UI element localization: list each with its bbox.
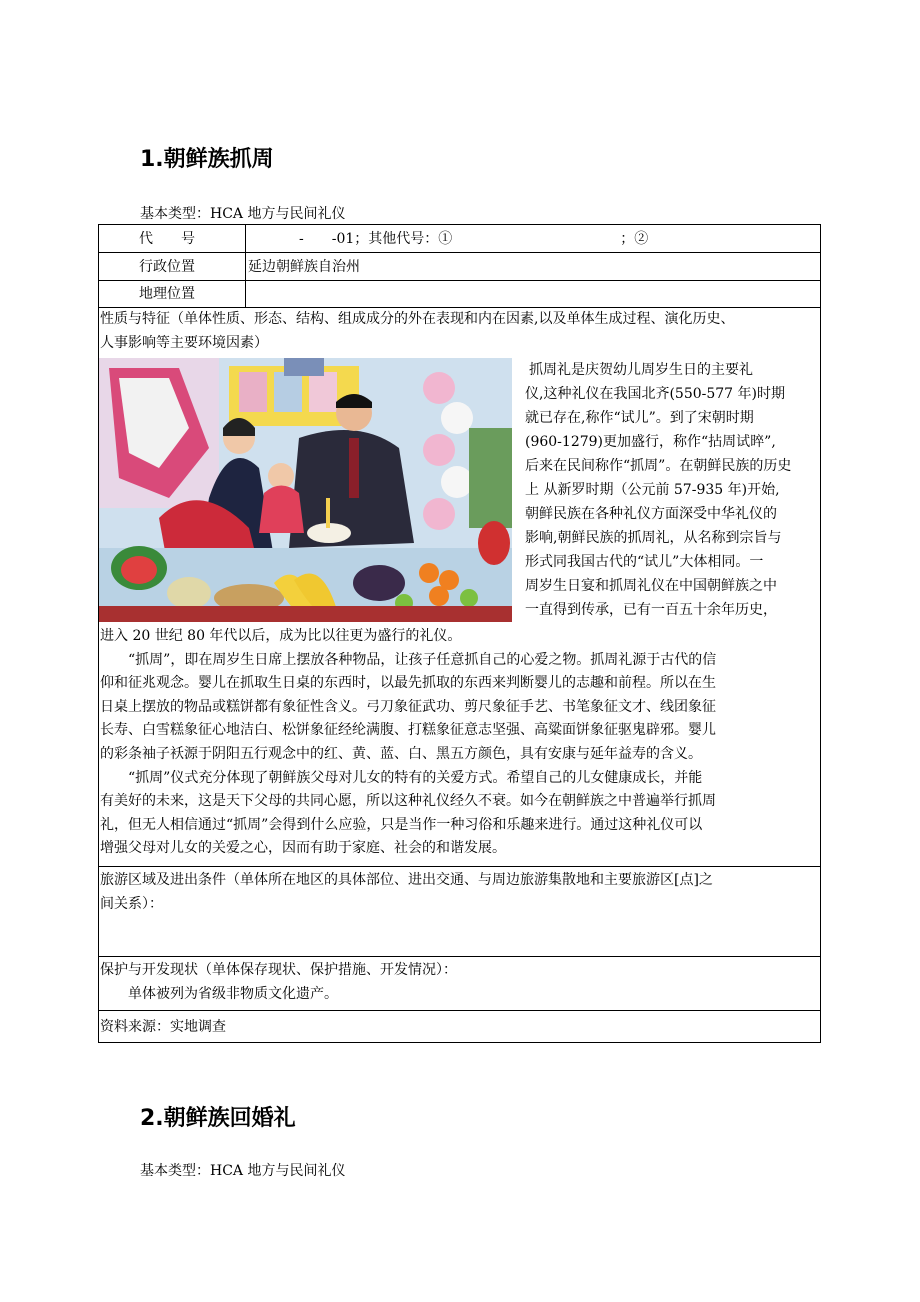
side-line: 上 从新罗时期（公元前 57-935 年)开始, <box>525 482 780 498</box>
full-line: “抓周”，即在周岁生日席上摆放各种物品，让孩子任意抓自己的心爱之物。抓周礼源于古代的信 <box>100 651 717 668</box>
admin-value: 延边朝鲜族自治州 <box>248 259 360 275</box>
row-divider <box>99 1010 820 1011</box>
code-value: - -01；其他代号：① ；② <box>299 231 649 247</box>
full-line: 有美好的未来，这是天下父母的共同心愿，所以这种礼仪经久不衰。如今在朝鲜族之中普遍举行抓周 <box>100 793 716 810</box>
geo-label: 地理位置 <box>139 286 195 302</box>
side-line: 形式同我国古代的“试儿”大体相同。一 <box>525 554 764 570</box>
full-text <box>100 625 821 861</box>
full-line: 的彩条袖子袄源于阴阳五行观念中的红、黄、蓝、白、黑五方颜色，具有安康与延年益寿的含义。 <box>100 745 702 762</box>
row-divider <box>99 252 820 253</box>
nature-heading-1: 性质与特征（单体性质、形态、结构、组成成分的外在表现和内在因素,以及单体生成过程、演化历史、 <box>100 311 735 327</box>
first-birthday-photo-illustration <box>99 358 512 622</box>
data-source: 资料来源：实地调查 <box>100 1019 226 1035</box>
protection-value: 单体被列为省级非物质文化遗产。 <box>100 986 338 1002</box>
full-line: 进入 20 世纪 80 年代以后，成为比以往更为盛行的礼仪。 <box>100 628 462 644</box>
row-divider <box>99 866 820 867</box>
row-divider <box>99 956 820 957</box>
full-line: 礼，但无人相信通过“抓周”会得到什么应验，只是当作一种习俗和乐趣来进行。通过这种礼仪可以 <box>100 816 703 833</box>
side-line: (960-1279)更加盛行，称作“拈周试晬”, <box>525 434 776 450</box>
resource-table <box>98 224 821 1043</box>
full-line: 长寿、白雪糕象征心地洁白、松饼象征经纶满腹、打糕象征意志坚强、高粱面饼象征驱鬼辟邪。婴儿 <box>100 722 716 739</box>
tourism-heading-2: 间关系）： <box>100 896 163 912</box>
section2-title: 2.朝鲜族回婚礼 <box>140 1106 296 1131</box>
first-birthday-photo <box>99 358 512 622</box>
side-line: 影响,朝鲜民族的抓周礼，从名称到宗旨与 <box>525 530 782 546</box>
side-line: 就已存在,称作“试儿”。到了宋朝时期 <box>525 410 754 426</box>
side-line: 朝鲜民族在各种礼仪方面深受中华礼仪的 <box>525 506 777 522</box>
full-line: 日桌上摆放的物品或糕饼都有象征性含义。弓刀象征武功、剪尺象征手艺、书笔象征文才、线团象征 <box>100 698 716 715</box>
full-line: 仰和征兆观念。婴儿在抓取生日桌的东西时，以最先抓取的东西来判断婴儿的志趣和前程。所以在生 <box>100 675 716 692</box>
side-line: 周岁生日宴和抓周礼仪在中国朝鲜族之中 <box>525 578 777 594</box>
side-text <box>499 358 821 622</box>
section2-basic-type: 基本类型：HCA 地方与民间礼仪 <box>140 1163 346 1179</box>
section1-title: 1.朝鲜族抓周 <box>140 147 274 172</box>
column-divider <box>245 225 246 307</box>
full-line: 增强父母对儿女的关爱之心，因而有助于家庭、社会的和谐发展。 <box>100 840 506 857</box>
side-line: 仪,这种礼仪在我国北齐(550-577 年)时期 <box>525 386 785 402</box>
nature-heading-2: 人事影响等主要环境因素） <box>100 335 268 351</box>
side-line: 一直得到传承，已有一百五十余年历史， <box>525 602 777 618</box>
row-divider <box>99 280 820 281</box>
protection-heading: 保护与开发现状（单体保存现状、保护措施、开发情况）： <box>100 962 457 978</box>
side-line: 抓周礼是庆贺幼儿周岁生日的主要礼 <box>529 362 753 378</box>
tourism-heading-1: 旅游区域及进出条件（单体所在地区的具体部位、进出交通、与周边旅游集散地和主要旅游区[点]之 <box>100 872 713 888</box>
admin-label: 行政位置 <box>139 259 195 275</box>
full-line: “抓周”仪式充分体现了朝鲜族父母对儿女的特有的关爱方式。希望自己的儿女健康成长，并能 <box>100 769 703 786</box>
section1-basic-type: 基本类型：HCA 地方与民间礼仪 <box>140 206 346 222</box>
code-label: 代 号 <box>139 231 195 247</box>
side-line: 后来在民间称作“抓周”。在朝鲜民族的历史 <box>525 458 792 474</box>
